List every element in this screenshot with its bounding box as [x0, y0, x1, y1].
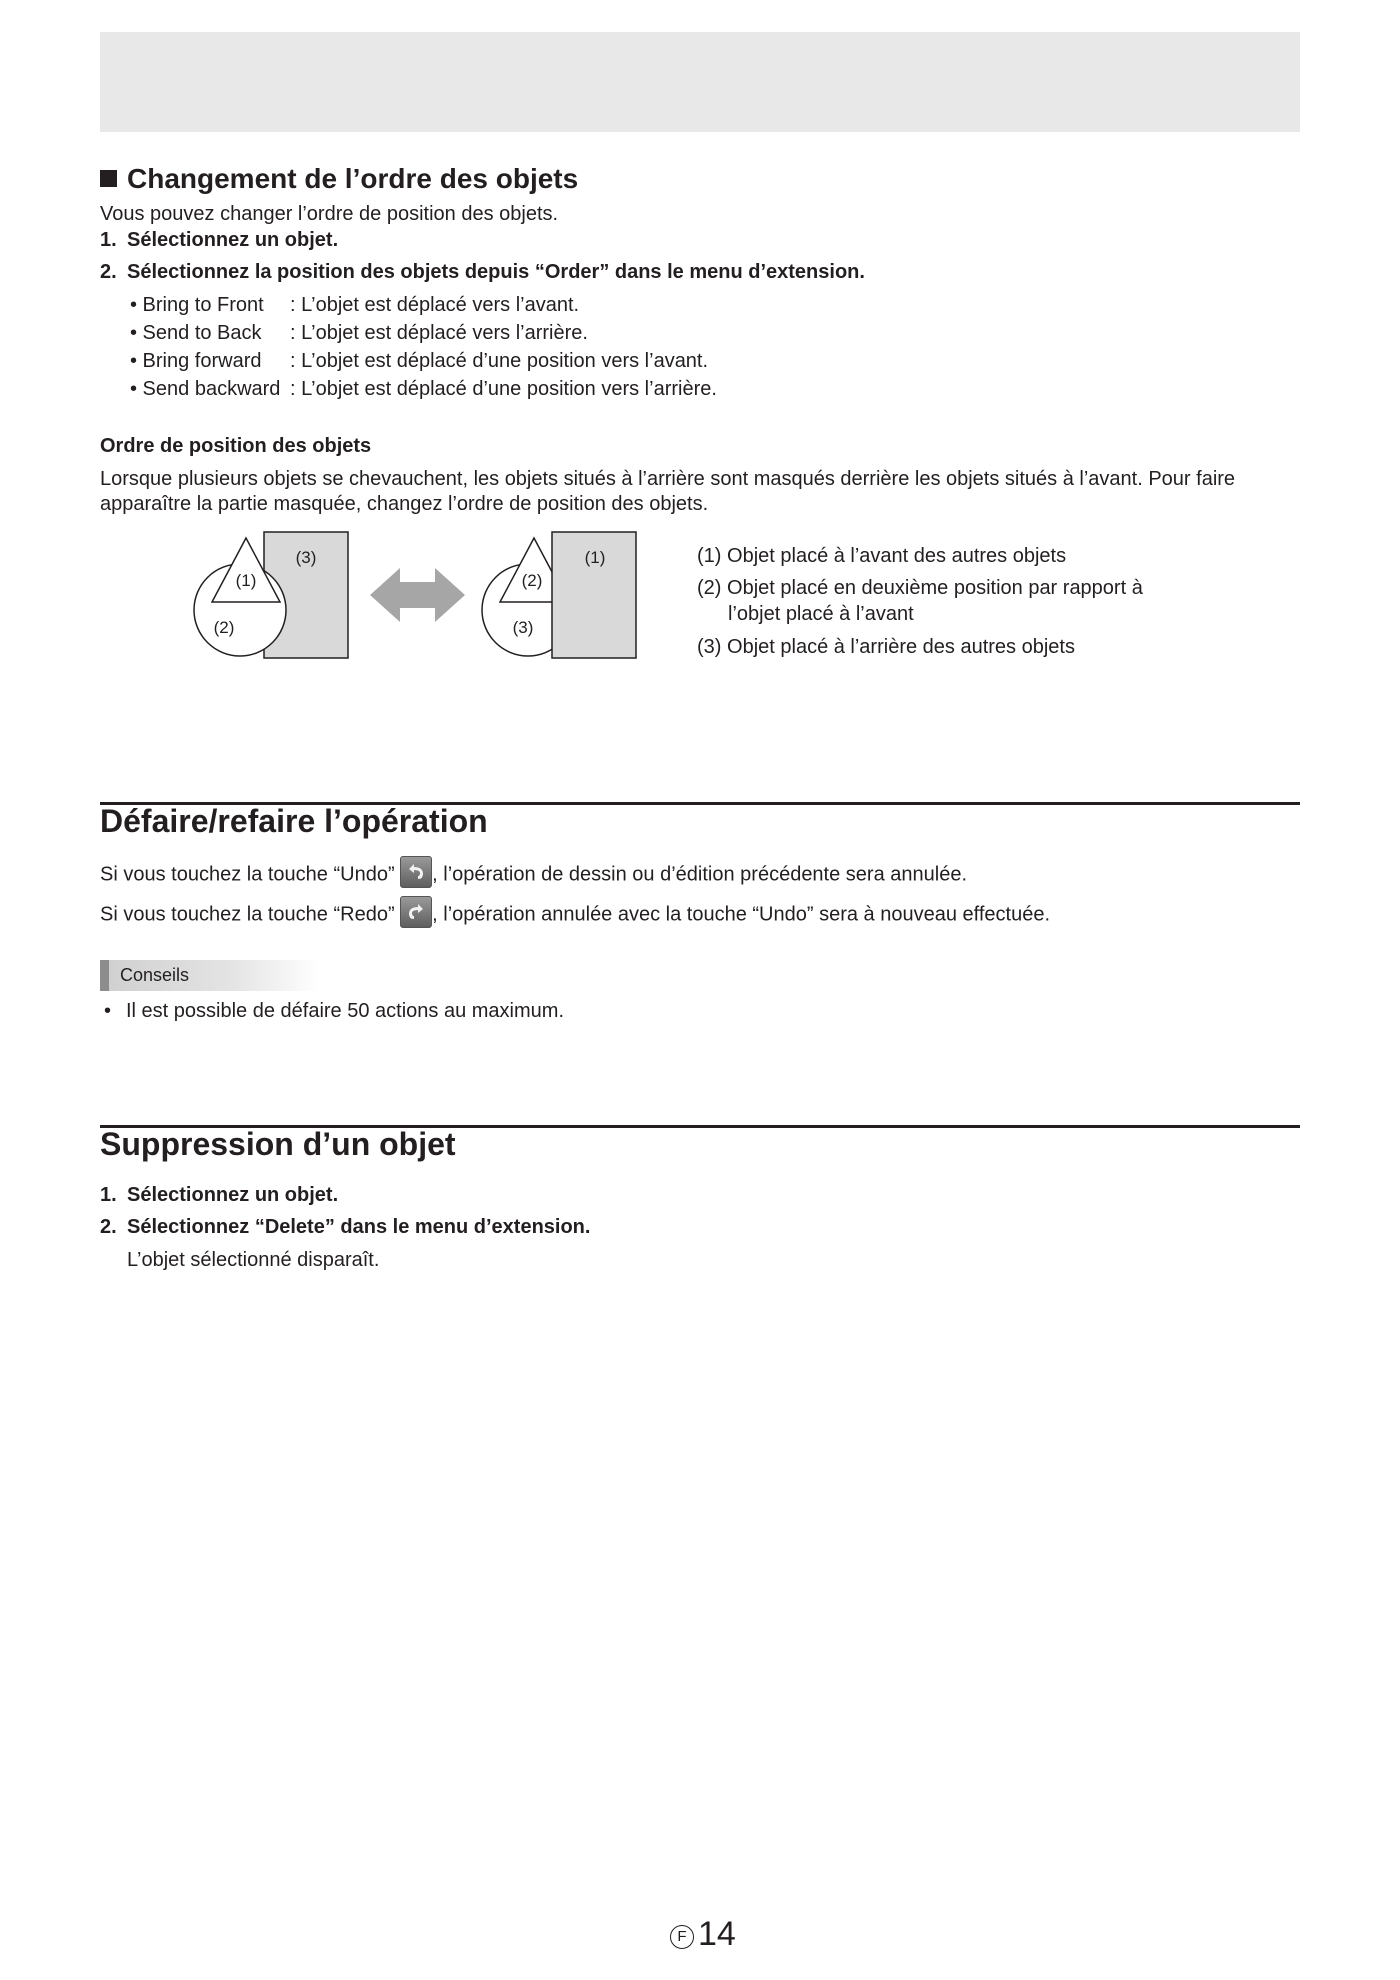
legend-item-3: (3) Objet placé à l’arrière des autres objets: [697, 636, 1075, 658]
page-footer: [670, 1915, 736, 1954]
option-send-to-back: • Send to Back : L’objet est déplacé vers l’arrière.: [130, 322, 588, 344]
page-number: 14: [698, 1915, 736, 1953]
label-rect-left: (3): [295, 548, 317, 567]
tip-item: • Il est possible de défaire 50 actions au maximum.: [104, 1000, 564, 1022]
section-order-intro: Vous pouvez changer l’ordre de position des objets.: [100, 203, 559, 225]
undo-icon[interactable]: [400, 856, 432, 888]
step-1: 1. Sélectionnez un objet.: [100, 229, 339, 251]
tips-label: Conseils: [120, 965, 190, 985]
label-rect-right: (1): [584, 548, 606, 567]
redo-line: Si vous touchez la touche “Redo” , l’opération annulée avec la touche “Undo” sera à nouveau effectuée.: [100, 899, 1050, 931]
label-circle-left: (2): [213, 618, 235, 637]
legend-item-2: (2) Objet placé en deuxième position par rapport à: [697, 577, 1143, 599]
header-band: [100, 32, 1300, 132]
order-subheading: Ordre de position des objets: [100, 435, 372, 457]
label-triangle-left: (1): [235, 571, 257, 590]
label-circle-right: (3): [512, 618, 534, 637]
section-undo-title: Défaire/refaire l’opération: [100, 803, 488, 839]
delete-step-1: 1. Sélectionnez un objet.: [100, 1184, 339, 1206]
step-2: 2. Sélectionnez la position des objets depuis “Order” dans le menu d’extension.: [100, 261, 865, 283]
option-bring-forward: • Bring forward : L’objet est déplacé d’une position vers l’avant.: [130, 350, 709, 372]
legend-item-2-cont: l’objet placé à l’avant: [728, 603, 914, 625]
delete-result: L’objet sélectionné disparaît.: [127, 1249, 380, 1271]
order-paragraph: Lorsque plusieurs objets se chevauchent, les objets situés à l’arrière sont masqués derrière les objets situés à l’avant. Pour faire apparaître la partie masquée, changez l’ordre de position des objets.: [100, 468, 1236, 515]
language-mark-icon: F: [670, 1925, 694, 1949]
tips-edge: [100, 960, 109, 991]
square-bullet-icon: [100, 170, 117, 187]
section-order-title: Changement de l’ordre des objets: [100, 163, 578, 195]
option-send-backward: • Send backward : L’objet est déplacé d’une position vers l’arrière.: [130, 378, 717, 400]
redo-icon[interactable]: [400, 896, 432, 928]
swap-arrow-icon: [370, 568, 465, 622]
option-bring-to-front: • Bring to Front : L’objet est déplacé vers l’avant.: [130, 294, 580, 316]
section-delete-title: Suppression d’un objet: [100, 1126, 456, 1162]
undo-line: Si vous touchez la touche “Undo” , l’opération de dessin ou d’édition précédente sera annulée.: [100, 859, 967, 891]
tips-header: [100, 960, 320, 991]
legend-item-1: (1) Objet placé à l’avant des autres objets: [697, 545, 1067, 567]
label-triangle-right: (2): [521, 571, 543, 590]
order-diagram: [190, 528, 650, 668]
delete-step-2: 2. Sélectionnez “Delete” dans le menu d’extension.: [100, 1216, 591, 1238]
